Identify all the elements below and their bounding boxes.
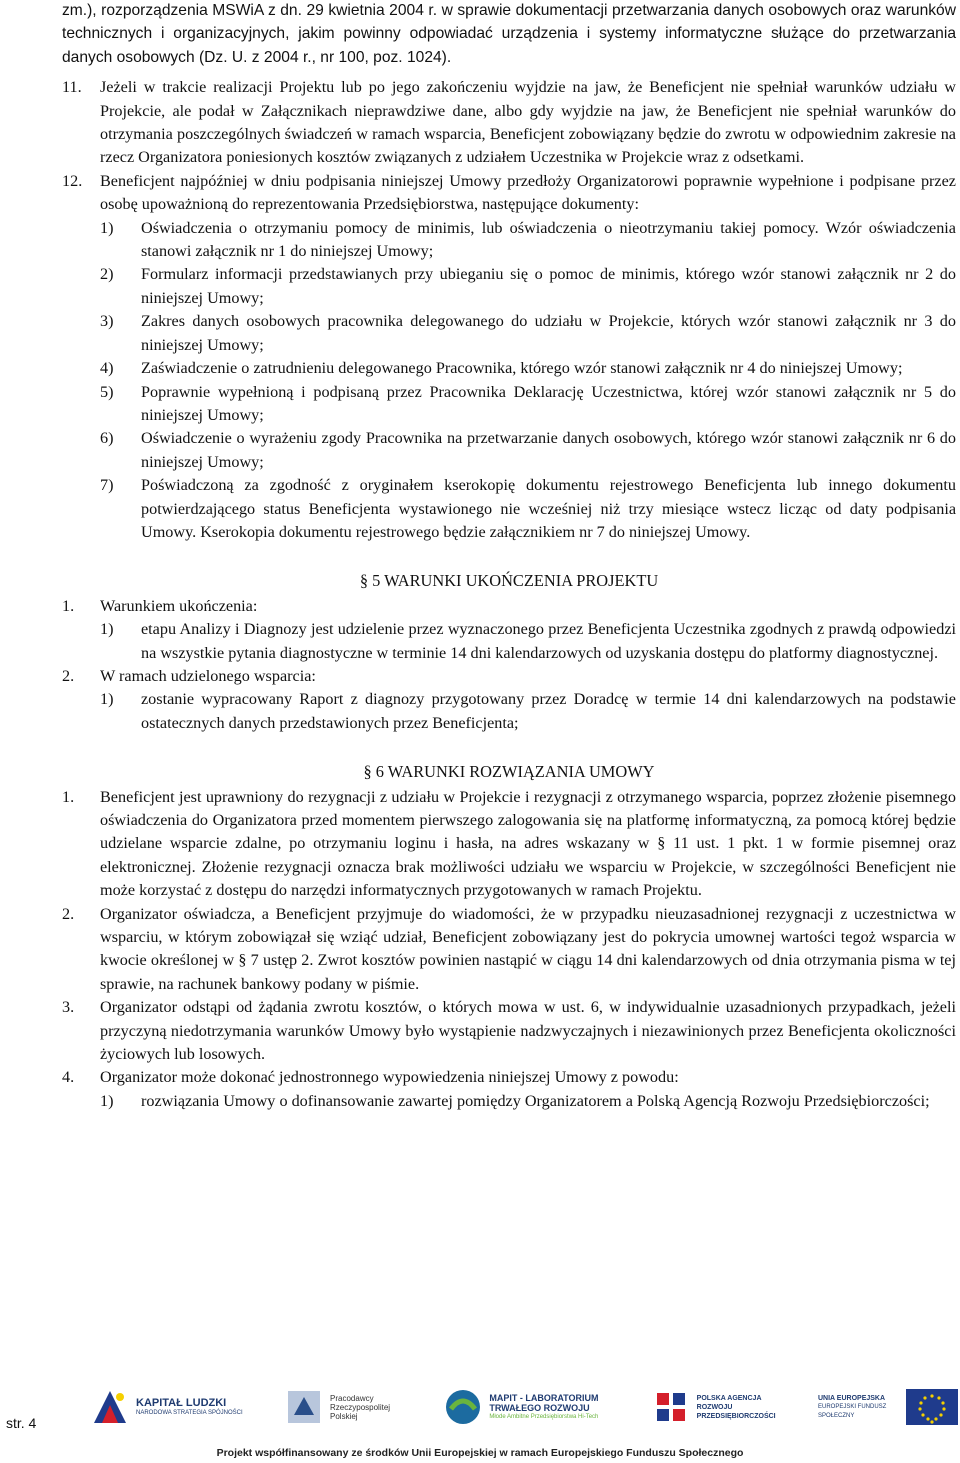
item-number: 4. — [62, 1068, 75, 1087]
logo-subtitle: NARODOWA STRATEGIA SPÓJNOŚCI — [136, 1409, 243, 1416]
logo-title: Pracodawcy Rzeczypospolitej Polskiej — [330, 1393, 391, 1421]
item-number: 2. — [62, 904, 75, 923]
list-item — [62, 595, 956, 618]
doc-number: 7) — [100, 476, 114, 495]
kapital-ludzki-logo — [90, 1387, 243, 1427]
document-content — [62, 0, 956, 1113]
sub-item — [100, 688, 956, 735]
list-item — [62, 665, 956, 688]
doc-item — [100, 263, 956, 310]
doc-number: 6) — [100, 429, 114, 448]
item-number: 2. — [62, 666, 75, 685]
item-text: Beneficjent jest uprawniony do rezygnacji z udziału w Projekcie i rezygnacji z otrzymanego wsparcia, poprzez złożenie pisemnego oświadczenia do Organizatora przed momentem pierwszego zalogowania się na platformę informatyczną, za pomocą której będzie udzielane wsparcie zdalne, po otrzymaniu loginu i hasła, na adres wskazany w § 11 ust. 1 pkt. 1 w formie pisemnej oraz elektronicznej. Złożenie rezygnacji oznacza brak możliwości udziału we wsparciu w Projekcie, w szczególności Beneficjent nie może korzystać z dostępu do narzędzi informatycznych przygotowanych w ramach Projektu. — [100, 787, 956, 900]
page-number: str. 4 — [6, 1415, 37, 1431]
item-number: 11. — [62, 78, 82, 97]
doc-text: Formularz informacji przedstawianych przy ubieganiu się o pomoc de minimis, którego wzór stanowi załącznik nr 2 do niniejszej Umowy; — [141, 265, 956, 307]
sub-number: 1) — [100, 620, 114, 639]
sub-number: 1) — [100, 1091, 114, 1110]
doc-number: 3) — [100, 312, 114, 331]
mapit-logo — [443, 1387, 609, 1427]
doc-number: 4) — [100, 359, 114, 378]
doc-text: Oświadczenie o wyrażeniu zgody Pracownika na przetwarzanie danych osobowych, którego wzór stanowi załącznik nr 6 do niniejszej Umowy; — [141, 429, 956, 471]
doc-item — [100, 474, 956, 544]
item-text: Organizator może dokonać jednostronnego wypowiedzenia niniejszej Umowy z powodu: — [100, 1068, 679, 1087]
mapit-icon — [443, 1387, 483, 1427]
sub-text: etapu Analizy i Diagnozy jest udzielenie przez wyznaczonego przez Beneficjenta Uczestnika zgodnych z prawdą odpowiedzi na wszystkie pytania diagnostyczne w terminie 14 dni kalendarzowych od uzyskania dostępu do platformy diagnostycznej. — [141, 620, 956, 662]
doc-item — [100, 357, 956, 380]
doc-text: Poświadczoną za zgodność z oryginałem kserokopię dokumentu rejestrowego Beneficjenta lub innego dokumentu potwierdzającego status Beneficjenta wystawionego nie wcześniej niż trzy miesiące wstecz licząc od daty podpisania Umowy. Kserokopia dokumentu rejestrowego będzie załącznikiem nr 7 do niniejszej Umowy. — [141, 476, 956, 541]
section-heading: § 5 WARUNKI UKOŃCZENIA PROJEKTU — [359, 571, 659, 591]
item-number: 12. — [62, 171, 83, 190]
section-heading: § 6 WARUNKI ROZWIĄZANIA UMOWY — [363, 762, 655, 782]
item-number: 1. — [62, 787, 75, 806]
item-text: Warunkiem ukończenia: — [100, 596, 258, 615]
sub-item — [100, 618, 956, 665]
item-number: 3. — [62, 998, 75, 1017]
doc-text: Zaświadczenie o zatrudnieniu delegowanego Pracownika, którego wzór stanowi załącznik nr 4 do niniejszej Umowy; — [141, 359, 903, 378]
eu-flag-icon — [906, 1387, 958, 1427]
list-item — [62, 170, 956, 217]
doc-number: 1) — [100, 218, 114, 237]
doc-number: 5) — [100, 382, 114, 401]
item-text: Organizator odstąpi od żądania zwrotu kosztów, o których mowa w ust. 6, w indywidualnie uzasadnionych przypadkach, jeżeli przyczyną niedotrzymania warunków Umowy było wystąpienie nadzwyczajnych i niezawinionych przez Beneficjenta okoliczności życiowych lub losowych. — [100, 998, 956, 1064]
list-item — [62, 76, 956, 170]
logo-subtitle: EUROPEJSKI FUNDUSZ SPOŁECZNY — [818, 1403, 887, 1419]
doc-text: Poprawnie wypełnioną i podpisaną przez Pracownika Deklarację Uczestnictwa, której wzór stanowi załącznik nr 5 do niniejszej Umowy; — [141, 382, 956, 424]
pracodawcy-logo — [284, 1387, 402, 1427]
footer-logos — [90, 1377, 958, 1437]
intro-paragraph: zm.), rozporządzenia MSWiA z dn. 29 kwietnia 2004 r. w sprawie dokumentacji przetwarzania danych osobowych oraz warunków technicznych i organizacyjnych, jakim powinny odpowiadać urządzenia i systemy informatyczne służące do przetwarzania danych osobowych (Dz. U. z 2004 r., nr 100, poz. 1024). — [62, 2, 956, 66]
doc-item — [100, 427, 956, 474]
logo-title: MAPIT - LABORATORIUM TRWAŁEGO ROZWOJU — [489, 1392, 599, 1413]
kapital-ludzki-icon — [90, 1387, 130, 1427]
logo-title: POLSKA AGENCJA ROZWOJU PRZEDSIĘBIORCZOŚCI — [696, 1394, 776, 1420]
pracodawcy-icon — [284, 1387, 324, 1427]
list-item — [62, 786, 956, 903]
sub-text: zostanie wypracowany Raport z diagnozy przygotowany przez Doradcę w termie 14 dni kalendarzowych na podstawie ostatecznych danych przedstawionych przez Beneficjenta; — [141, 690, 956, 732]
eu-logo — [818, 1387, 958, 1427]
item-text: Jeżeli w trakcie realizacji Projektu lub po jego zakończeniu wyjdzie na jaw, że Beneficjent nie spełniał warunków udziału w Projekcie, ale podał w Załącznikach nieprawdziwe dane, albo gdy wyjdzie na jaw, że Beneficjent nie spełniał warunków do otrzymania poszczególnych świadczeń w ramach wsparcia, Beneficjent zobowiązany będzie do zwrotu w odpowiednim zakresie na rzecz Organizatora poniesionych kosztów związanych z udziałem Uczestnika w Projekcie wraz z odsetkami. — [100, 78, 956, 167]
item-text: Beneficjent najpóźniej w dniu podpisania niniejszej Umowy przedłoży Organizatorowi poprawnie wypełnione i podpisane przez osobę upoważnioną do reprezentowania Przedsiębiorstwa, następujące dokumenty: — [100, 171, 956, 214]
list-item — [62, 996, 956, 1066]
doc-item — [100, 381, 956, 428]
parp-icon — [651, 1387, 691, 1427]
parp-logo — [651, 1387, 777, 1427]
list-item — [62, 903, 956, 997]
doc-text: Zakres danych osobowych pracownika delegowanego do udziału w Projekcie, których wzór stanowi załącznik nr 3 do niniejszej Umowy; — [141, 312, 956, 354]
item-text: W ramach udzielonego wsparcia: — [100, 666, 316, 685]
sub-item — [100, 1090, 956, 1113]
logo-subtitle: Młode Ambitne Przedsiębiorstwa Hi-Tech — [489, 1413, 599, 1420]
doc-number: 2) — [100, 265, 114, 284]
doc-item — [100, 217, 956, 264]
item-text: Organizator oświadcza, a Beneficjent przyjmuje do wiadomości, że w przypadku nieuzasadnionej rezygnacji z uczestnictwa w wsparciu, w którym zobowiązał się wziąć udział, Beneficjent zobowiązany jest do pokrycia umownej wartości tegoż wsparcia w kwocie określonej w § 7 ustęp 2. Zwrot kosztów powinien nastąpić w ciągu 14 dni kalendarzowych od dnia otrzymania pisma w tej sprawie, na rachunek bankowy podany w piśmie. — [100, 904, 956, 993]
logo-title: KAPITAŁ LUDZKI — [136, 1396, 227, 1409]
doc-item — [100, 310, 956, 357]
sub-number: 1) — [100, 690, 114, 709]
doc-text: Oświadczenia o otrzymaniu pomocy de minimis, lub oświadczenia o nieotrzymaniu takiej pomocy. Wzór oświadczenia stanowi załącznik nr 1 do niniejszej Umowy; — [141, 218, 956, 261]
item-number: 1. — [62, 596, 75, 615]
eu-funding-note: Projekt współfinansowany ze środków Unii Europejskiej w ramach Europejskiego Funduszu Społecznego — [216, 1447, 744, 1459]
logo-title: UNIA EUROPEJSKA — [818, 1394, 886, 1402]
list-item — [62, 1066, 956, 1089]
sub-text: rozwiązania Umowy o dofinansowanie zawartej pomiędzy Organizatorem a Polską Agencją Rozwoju Przedsiębiorczości; — [141, 1091, 930, 1110]
